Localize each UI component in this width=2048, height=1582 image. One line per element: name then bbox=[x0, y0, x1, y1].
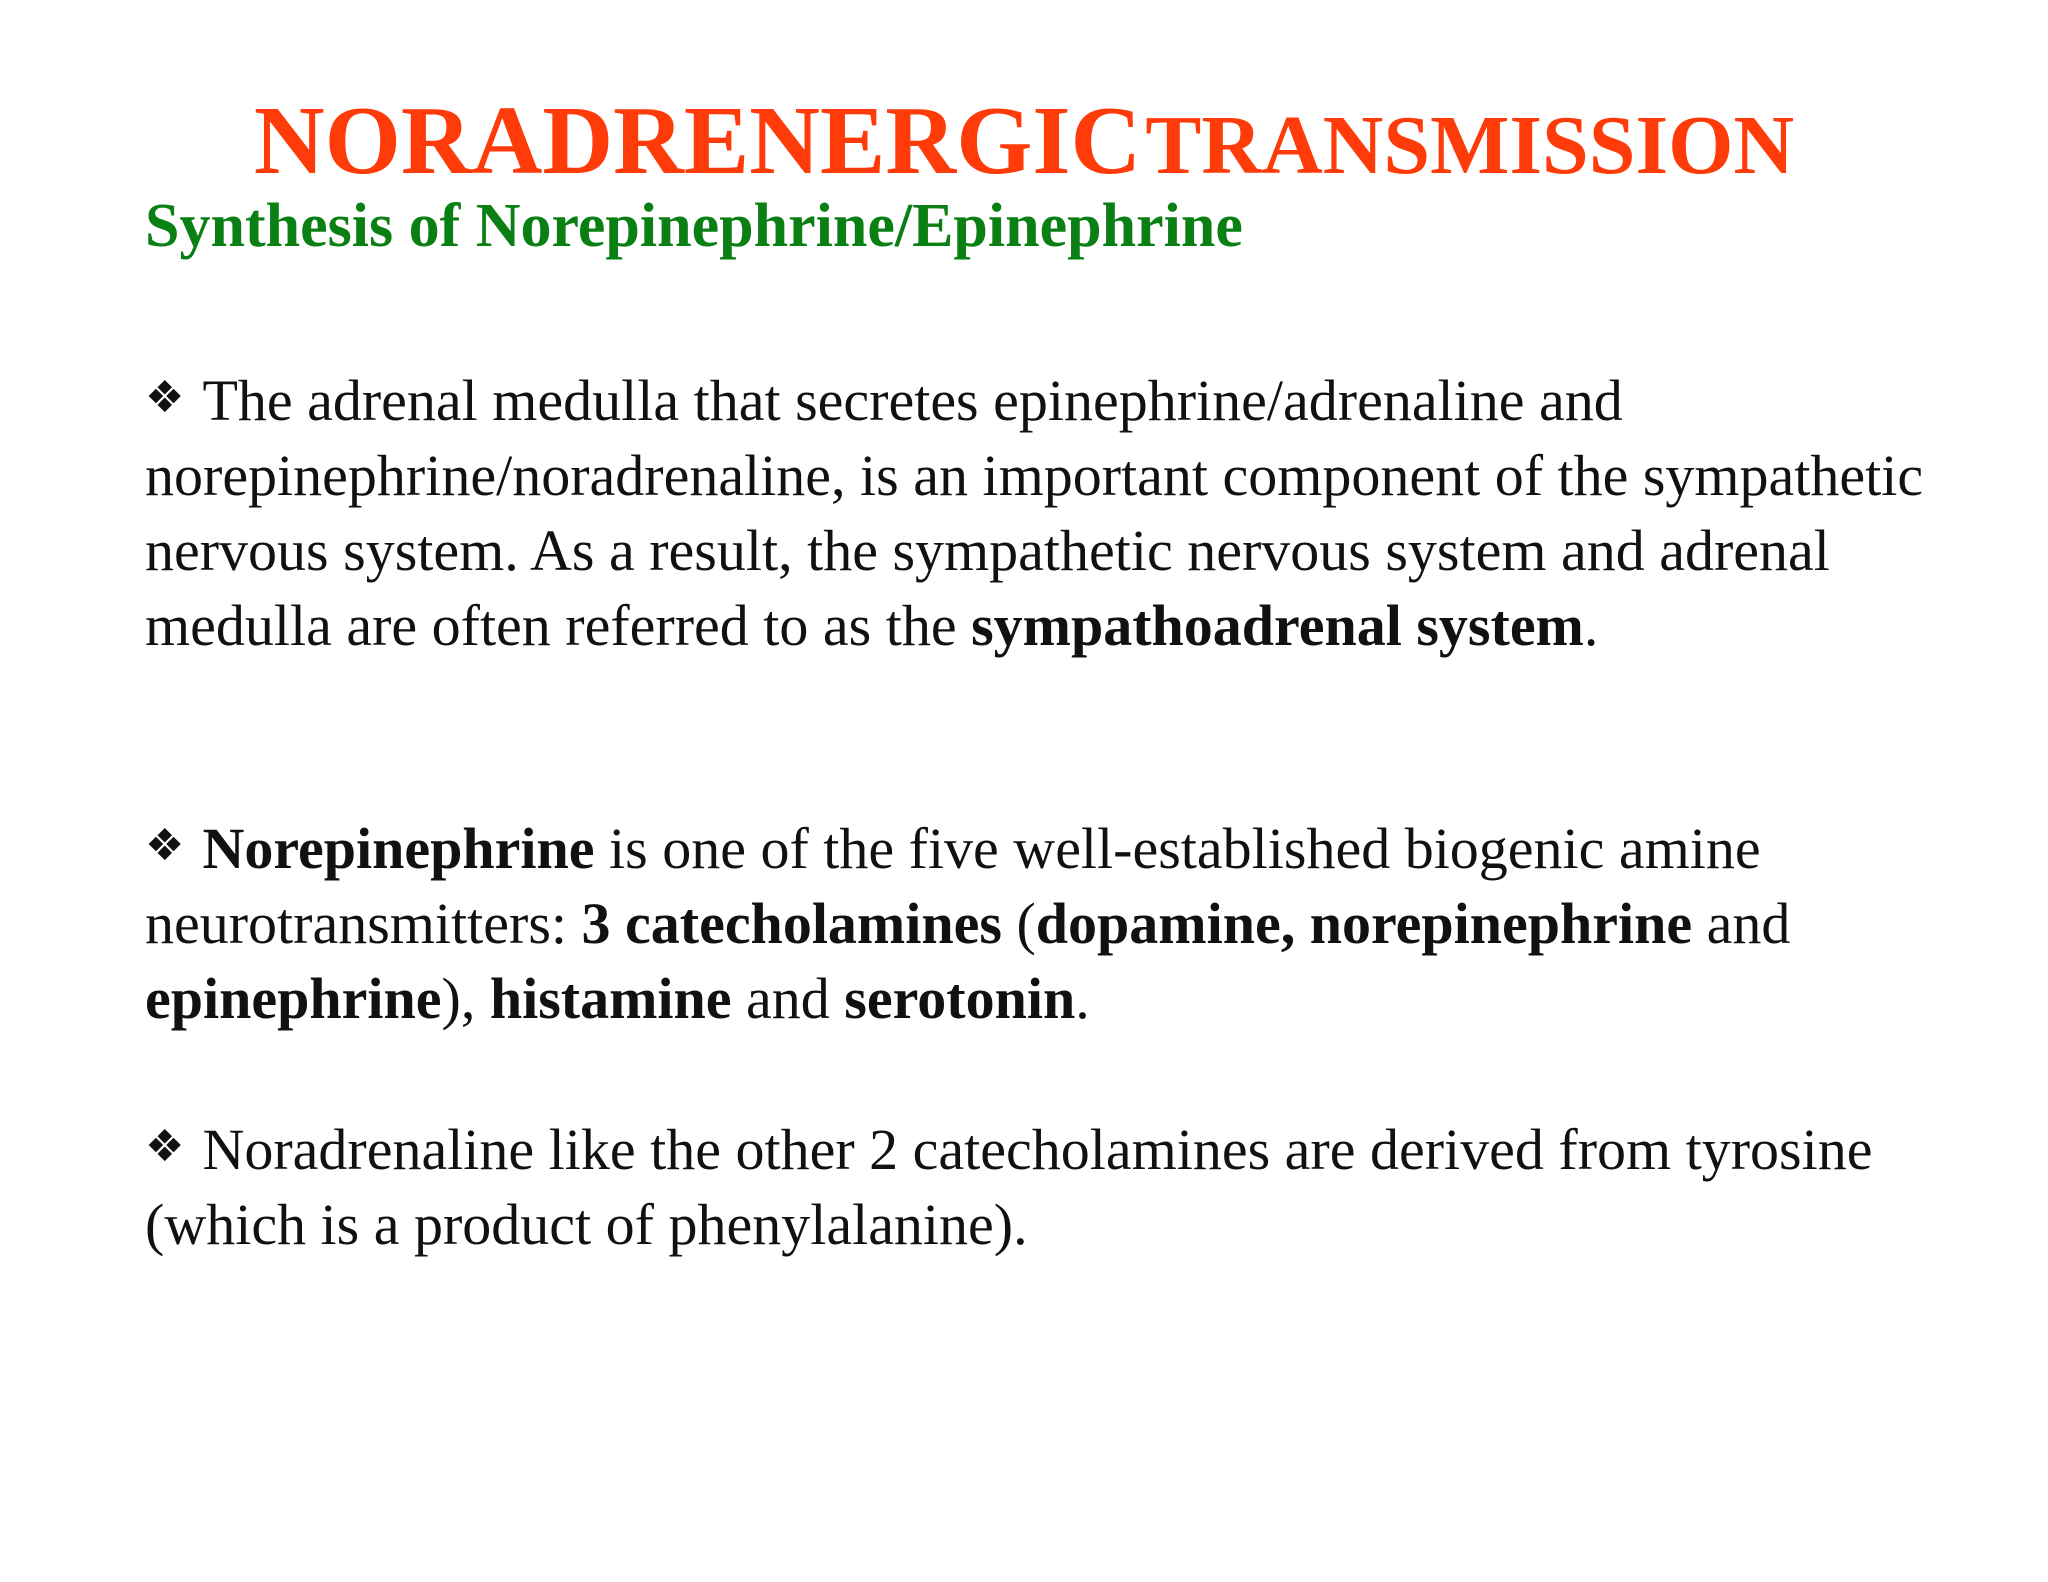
text-segment: ), bbox=[441, 966, 490, 1031]
paragraph-2-text bbox=[145, 816, 1790, 1031]
text-segment: Noradrenaline like the other 2 catecholamines are derived from tyrosine (which is a product of phenylalanine). bbox=[145, 1117, 1873, 1257]
paragraph-1 bbox=[145, 360, 1935, 663]
text-segment-bold: Norepinephrine bbox=[202, 816, 595, 881]
text-segment: The adrenal medulla that secretes epinephrine/adrenaline and norepinephrine/noradrenaline, is an important component of the sympathetic nervous system. As a result, the sympathetic nervous system and adrenal medulla are often referred to as the bbox=[145, 368, 1924, 658]
text-segment: and bbox=[1692, 891, 1791, 956]
text-segment: . bbox=[1075, 966, 1090, 1031]
text-segment-bold: dopamine, norepinephrine bbox=[1035, 891, 1693, 956]
paragraph-3 bbox=[145, 1109, 1935, 1262]
text-segment-bold: 3 catecholamines bbox=[581, 891, 1002, 956]
text-segment: ( bbox=[1001, 891, 1036, 956]
text-segment-bold: serotonin bbox=[844, 966, 1076, 1031]
four-diamond-bullet-icon: ❖ bbox=[145, 1121, 185, 1172]
page-title bbox=[0, 87, 2048, 195]
four-diamond-bullet-icon: ❖ bbox=[145, 372, 185, 423]
four-diamond-bullet-icon: ❖ bbox=[145, 820, 185, 871]
text-segment: and bbox=[731, 966, 845, 1031]
paragraph-2 bbox=[145, 808, 1935, 1036]
title-part-1: NORADRENERGIC bbox=[253, 87, 1142, 195]
text-segment-bold: histamine bbox=[489, 966, 732, 1031]
paragraph-3-text bbox=[145, 1117, 1872, 1257]
title-part-2: TRANSMISSION bbox=[1145, 99, 1795, 192]
text-segment-bold: epinephrine bbox=[145, 966, 442, 1031]
section-subtitle: Synthesis of Norepinephrine/Epinephrine bbox=[145, 192, 1243, 260]
text-segment: is one of the five well-established biogenic amine neurotransmitters: bbox=[145, 816, 1761, 956]
text-segment-bold: sympathoadrenal system bbox=[971, 593, 1584, 658]
paragraph-1-text bbox=[145, 368, 1923, 658]
text-segment: . bbox=[1583, 593, 1599, 658]
